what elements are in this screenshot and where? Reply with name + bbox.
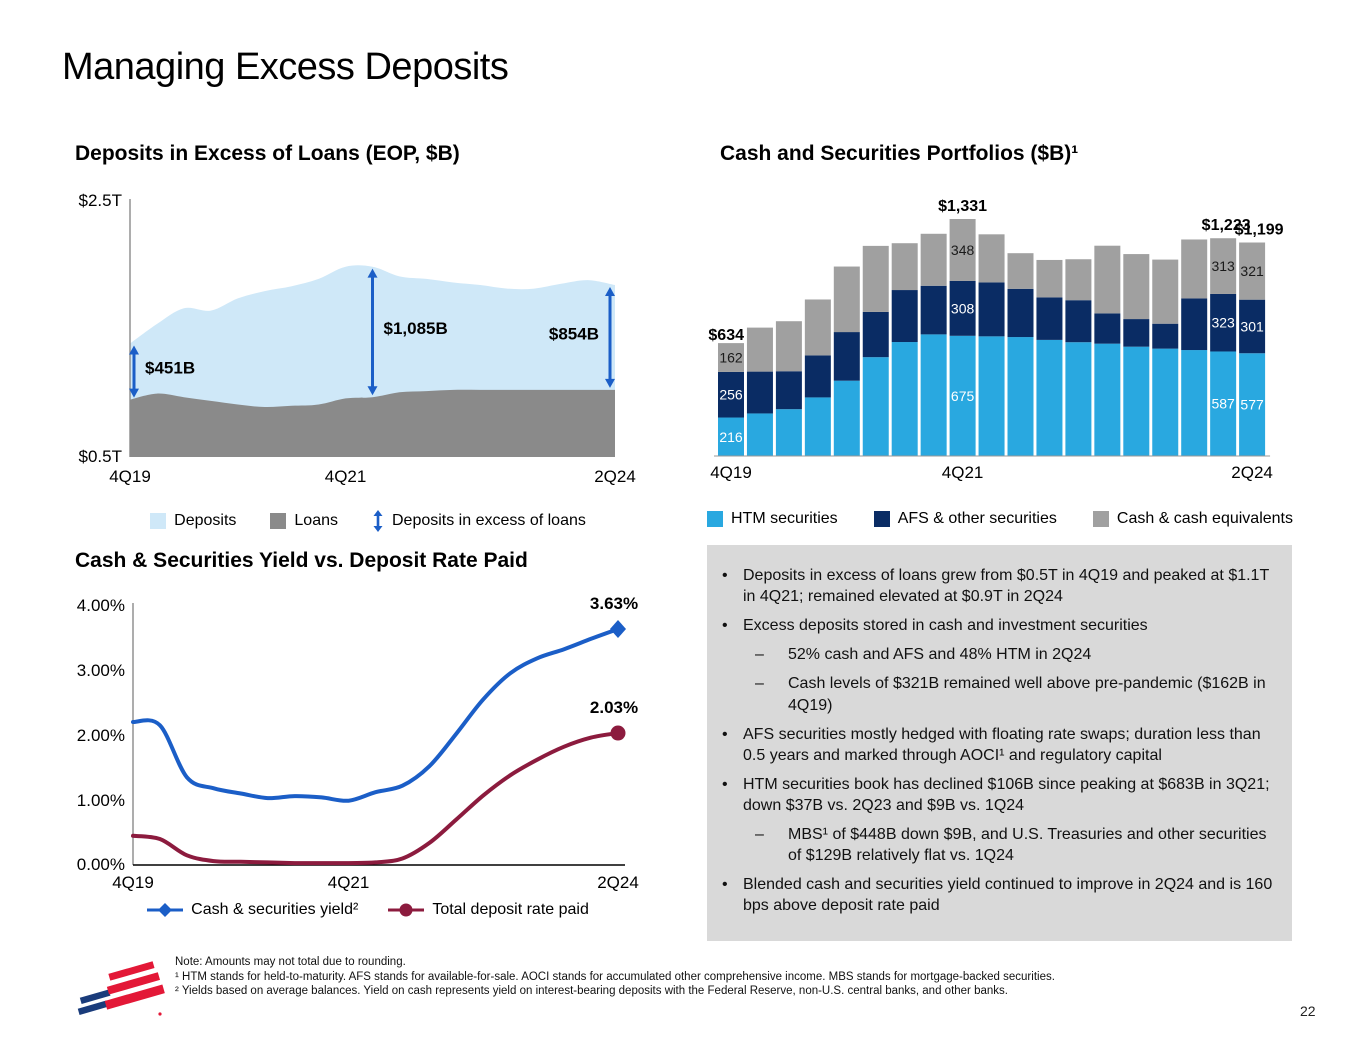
legend-label: HTM securities: [731, 510, 838, 527]
svg-text:$2.5T: $2.5T: [78, 191, 122, 210]
bullet-item: – MBS¹ of $448B down $9B, and U.S. Treasuries and other securities of $129B relatively flat vs. 1Q24: [707, 824, 1274, 866]
svg-text:3.00%: 3.00%: [76, 661, 125, 680]
svg-text:313: 313: [1211, 258, 1235, 275]
svg-text:$1,331: $1,331: [938, 198, 988, 215]
svg-text:348: 348: [950, 241, 975, 258]
svg-text:4Q21: 4Q21: [327, 873, 370, 892]
legend-label: Deposits: [174, 512, 237, 529]
svg-text:301: 301: [1240, 318, 1264, 335]
svg-text:321: 321: [1240, 263, 1264, 280]
footnote-line: ² Yields based on average balances. Yield on cash represents yield on interest-bearing deposits with the Federal Reserve, non-U.S. central banks, and other banks.: [175, 985, 1008, 998]
legend-item-yield: [147, 901, 358, 919]
cash-securities-stacked-bar-chart: [700, 185, 1300, 485]
page-number: 22: [1300, 1003, 1316, 1019]
svg-text:4Q19: 4Q19: [109, 467, 151, 486]
svg-text:256: 256: [719, 386, 743, 403]
yield-line-diamond-icon: [147, 902, 183, 918]
svg-text:$451B: $451B: [145, 358, 196, 378]
svg-text:162: 162: [719, 349, 743, 366]
svg-text:2Q24: 2Q24: [597, 873, 639, 892]
svg-text:4Q21: 4Q21: [324, 467, 367, 486]
bullet-item: • AFS securities mostly hedged with floating rate swaps; duration less than 0.5 years and marked through AOCI¹ and regulatory capital: [707, 724, 1274, 766]
afs-swatch-icon: [874, 511, 890, 527]
svg-text:323: 323: [1211, 314, 1235, 331]
legend-item-deposits: [150, 512, 236, 530]
legend-item-cash: [1093, 510, 1293, 528]
legend-item-afs: [874, 510, 1057, 528]
svg-text:1.00%: 1.00%: [76, 791, 125, 810]
svg-text:587: 587: [1211, 395, 1235, 412]
svg-text:577: 577: [1240, 396, 1264, 413]
deposits-vs-loans-area-chart: [60, 185, 675, 490]
deposits-swatch-icon: [150, 513, 166, 529]
area-chart-legend: [63, 510, 673, 532]
svg-text:2Q24: 2Q24: [594, 467, 636, 486]
svg-text:2Q24: 2Q24: [1231, 463, 1273, 482]
svg-text:675: 675: [950, 387, 975, 404]
footnote-line: ¹ HTM stands for held-to-maturity. AFS stands for available-for-sale. AOCI stands for accumulated other comprehensive income. MBS stands for mortgage-backed securities.: [175, 970, 1055, 983]
svg-text:3.63%: 3.63%: [589, 594, 639, 614]
svg-text:$1,199: $1,199: [1234, 221, 1284, 239]
svg-text:4Q19: 4Q19: [710, 463, 752, 482]
svg-text:4Q19: 4Q19: [112, 873, 154, 892]
legend-item-htm: [707, 510, 838, 528]
svg-text:2.03%: 2.03%: [589, 698, 639, 718]
htm-swatch-icon: [707, 511, 723, 527]
svg-text:216: 216: [719, 428, 743, 445]
footnotes: [175, 955, 1055, 999]
commentary-panel: [707, 545, 1292, 941]
svg-text:0.00%: 0.00%: [76, 855, 125, 874]
rate-line-circle-icon: [388, 902, 424, 918]
footnote-line: Note: Amounts may not total due to rounding.: [175, 956, 406, 968]
legend-label: AFS & other securities: [897, 510, 1057, 527]
bank-of-america-logo: [70, 962, 166, 1024]
line-chart-legend: [63, 901, 673, 919]
svg-text:$854B: $854B: [548, 324, 599, 344]
svg-text:308: 308: [950, 300, 975, 317]
page-title: Managing Excess Deposits: [62, 46, 509, 88]
svg-text:4Q21: 4Q21: [941, 463, 984, 482]
legend-item-excess: [372, 510, 586, 532]
svg-text:4.00%: 4.00%: [76, 596, 125, 615]
double-arrow-icon: [372, 510, 384, 532]
legend-item-rate: [388, 901, 589, 919]
yield-chart-title: Cash & Securities Yield vs. Deposit Rate Paid: [75, 549, 528, 572]
legend-label: Deposits in excess of loans: [391, 512, 586, 529]
svg-text:2.00%: 2.00%: [76, 726, 125, 745]
legend-label: Loans: [294, 512, 338, 529]
deposits-chart-title: Deposits in Excess of Loans (EOP, $B): [75, 142, 460, 165]
legend-label: Cash & cash equivalents: [1116, 510, 1293, 527]
bullet-item: • Excess deposits stored in cash and investment securities: [707, 615, 1274, 636]
loans-swatch-icon: [270, 513, 286, 529]
legend-item-loans: [270, 512, 338, 530]
bullet-item: • HTM securities book has declined $106B since peaking at $683B in 3Q21; down $37B vs. 2Q23 and $9B vs. 1Q24: [707, 774, 1274, 816]
bullet-item: • Blended cash and securities yield continued to improve in 2Q24 and is 160 bps above deposit rate paid: [707, 874, 1274, 916]
bullet-item: • Deposits in excess of loans grew from $0.5T in 4Q19 and peaked at $1.1T in 4Q21; remained elevated at $0.9T in 2Q24: [707, 565, 1274, 607]
bullet-item: – Cash levels of $321B remained well above pre-pandemic ($162B in 4Q19): [707, 673, 1274, 715]
cash-swatch-icon: [1093, 511, 1109, 527]
legend-label: Cash & securities yield²: [191, 901, 359, 918]
bar-chart-legend: [707, 510, 1293, 528]
svg-text:$0.5T: $0.5T: [78, 447, 122, 466]
svg-text:$1,223: $1,223: [1201, 217, 1251, 235]
svg-text:$634: $634: [708, 327, 744, 345]
portfolios-chart-title: Cash and Securities Portfolios ($B)¹: [720, 142, 1079, 165]
yield-vs-rate-line-chart: [63, 588, 673, 898]
legend-label: Total deposit rate paid: [432, 901, 589, 918]
bullet-item: – 52% cash and AFS and 48% HTM in 2Q24: [707, 644, 1274, 665]
svg-text:$1,085B: $1,085B: [383, 318, 448, 338]
